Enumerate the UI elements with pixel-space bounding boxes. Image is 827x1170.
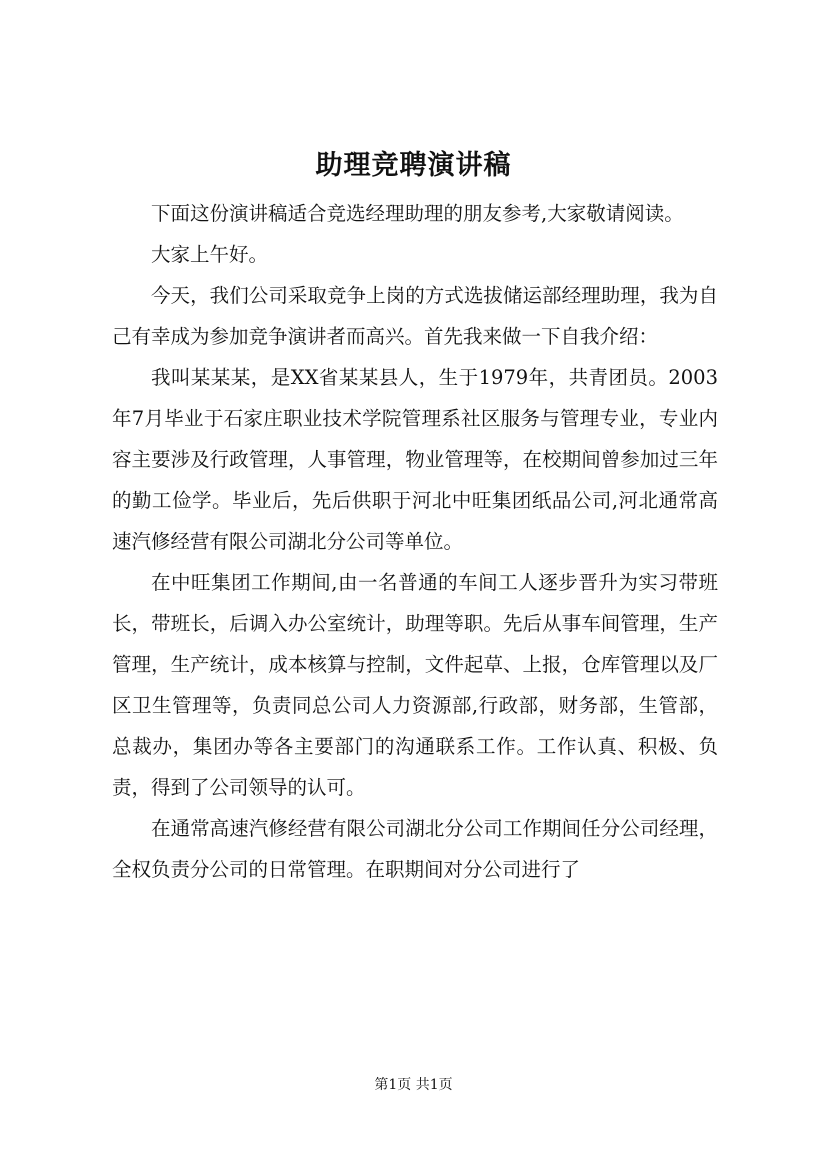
- paragraph-tongchang-experience: 在通常高速汽修经营有限公司湖北分公司工作期间任分公司经理，全权负责分公司的日常管理。在职期间对分公司进行了: [112, 817, 718, 881]
- paragraph-intro: 下面这份演讲稿适合竞选经理助理的朋友参考,大家敬请阅读。: [151, 202, 684, 225]
- paragraph-greeting: 大家上午好。: [151, 243, 269, 266]
- document-title: 助理竞聘演讲稿: [315, 150, 512, 181]
- paragraph-self-introduction: 我叫某某某，是XX省某某县人，生于1979年，共青团员。2003年7月毕业于石家庄职业技术学院管理系社区服务与管理专业，专业内容主要涉及行政管理，人事管理，物业管理等，在校期间曾参加过三年的勤工俭学。毕业后，先后供职于河北中旺集团纸品公司,河北通常高速汽修经营有限公司湖北分公司等单位。: [112, 366, 718, 553]
- page-number-footer: 第1页 共1页: [374, 1077, 453, 1093]
- document-body: [112, 193, 718, 890]
- paragraph-zhongwang-experience: 在中旺集团工作期间,由一名普通的车间工人逐步晋升为实习带班长，带班长，后调入办公室统计，助理等职。先后从事车间管理，生产管理，生产统计，成本核算与控制，文件起草、上报，仓库管理以及厂区卫生管理等，负责同总公司人力资源部,行政部，财务部，生管部，总裁办，集团办等各主要部门的沟通联系工作。工作认真、积极、负责，得到了公司领导的认可。: [112, 571, 718, 799]
- paragraph-opening: 今天，我们公司采取竞争上岗的方式选拔储运部经理助理，我为自己有幸成为参加竞争演讲者而高兴。首先我来做一下自我介绍：: [112, 284, 718, 348]
